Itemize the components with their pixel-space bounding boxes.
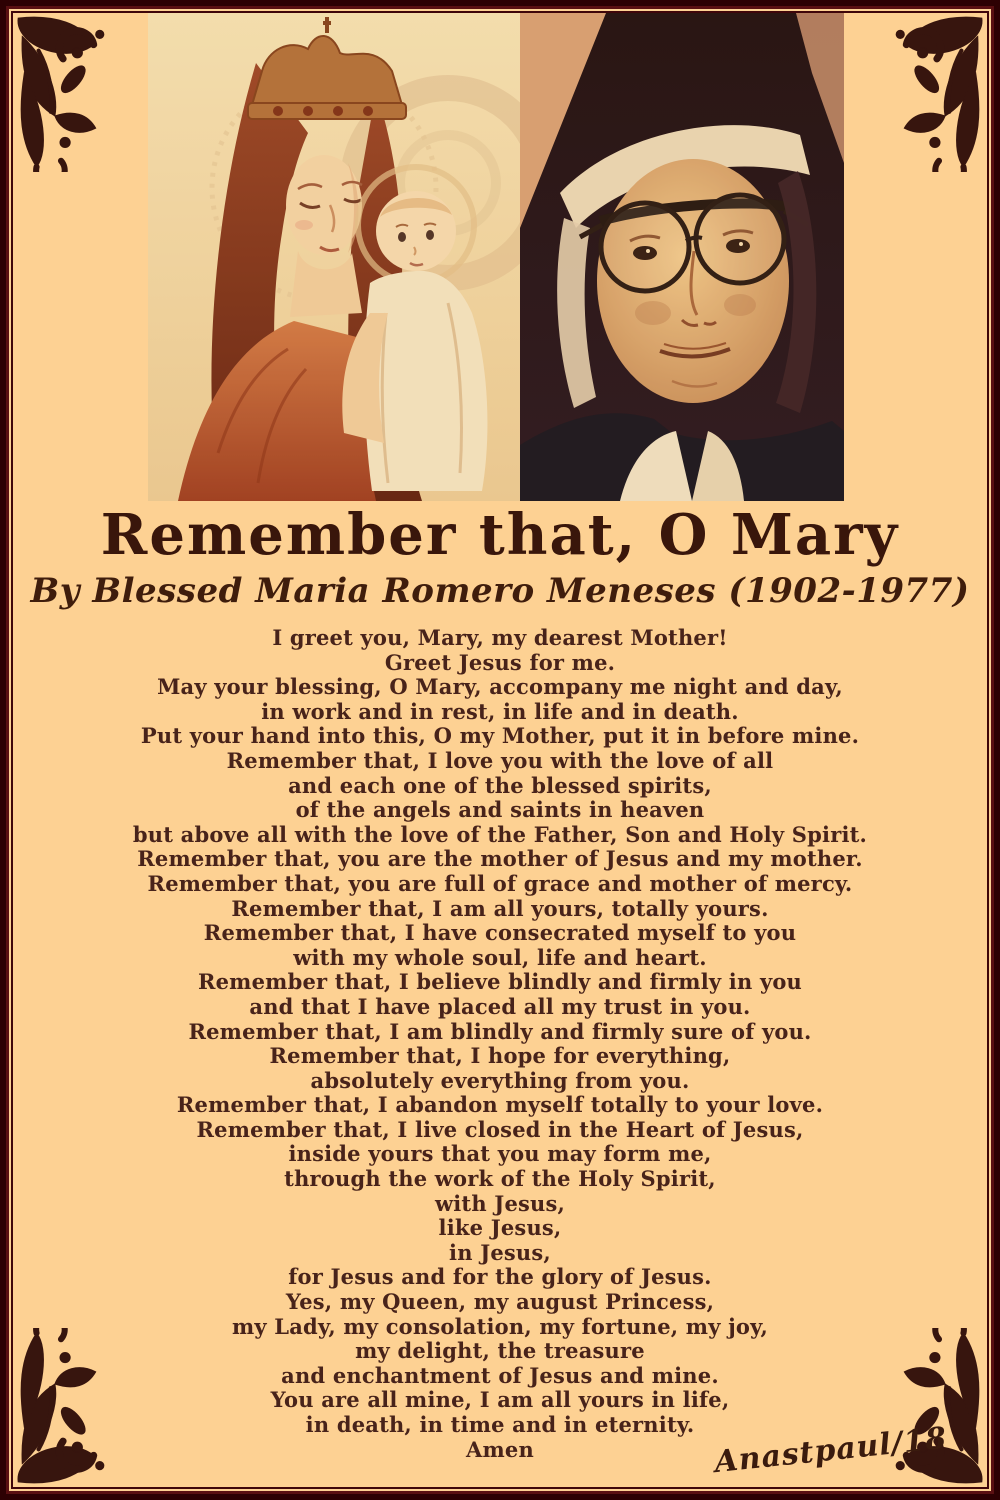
prayer-line: Remember that, I love you with the love of all: [226, 747, 774, 773]
prayer-line: Greet Jesus for me.: [384, 649, 616, 675]
prayer-line: through the work of the Holy Spirit,: [284, 1166, 716, 1192]
corner-flourish-bottom-right-icon: [894, 1328, 986, 1486]
prayer-line: Put your hand into this, O my Mother, put it in before mine.: [140, 723, 860, 749]
prayer-line: Remember that, you are the mother of Jesus and my mother.: [137, 846, 863, 872]
prayer-line: my delight, the treasure: [355, 1338, 645, 1364]
prayer-line: of the angels and saints in heaven: [295, 797, 705, 823]
prayer-text: [31, 626, 969, 1462]
prayer-line: with my whole soul, life and heart.: [293, 944, 707, 970]
corner-flourish-top-right-icon: [894, 14, 986, 172]
prayer-line: absolutely everything from you.: [310, 1067, 690, 1093]
prayer-line: Remember that, you are full of grace and mother of mercy.: [147, 870, 853, 896]
prayer-line: and that I have placed all my trust in you.: [249, 993, 751, 1019]
prayer-line: Remember that, I abandon myself totally to your love.: [176, 1092, 824, 1118]
prayer-line: Remember that, I have consecrated myself to you: [203, 920, 797, 946]
prayer-line: Remember that, I hope for everything,: [269, 1043, 731, 1069]
prayer-line: like Jesus,: [438, 1215, 562, 1241]
prayer-line: May your blessing, O Mary, accompany me night and day,: [157, 674, 843, 700]
corner-flourish-top-left-icon: [14, 14, 106, 172]
prayer-line: Remember that, I am blindly and firmly sure of you.: [188, 1018, 812, 1044]
prayer-line: my Lady, my consolation, my fortune, my joy,: [231, 1313, 769, 1339]
prayer-line: Remember that, I believe blindly and firmly in you: [197, 969, 803, 995]
mary-and-child-with-nun-image: [148, 13, 844, 501]
prayer-line: in Jesus,: [449, 1239, 551, 1265]
prayer-line: inside yours that you may form me,: [288, 1141, 712, 1167]
prayer-line: Remember that, I am all yours, totally yours.: [231, 895, 769, 921]
prayer-line: but above all with the love of the Father, Son and Holy Spirit.: [132, 821, 868, 847]
poster-title: Remember that, O Mary: [100, 502, 900, 568]
prayer-line: I greet you, Mary, my dearest Mother!: [272, 625, 728, 650]
prayer-line: You are all mine, I am all yours in life,: [270, 1387, 730, 1413]
prayer-line: Amen: [466, 1436, 534, 1462]
prayer-line: with Jesus,: [434, 1190, 566, 1216]
corner-flourish-bottom-left-icon: [14, 1328, 106, 1486]
poster-subtitle: By Blessed Maria Romero Meneses (1902-1977): [30, 571, 970, 611]
prayer-line: and each one of the blessed spirits,: [288, 772, 712, 798]
prayer-line: in death, in time and in eternity.: [305, 1412, 695, 1437]
prayer-line: for Jesus and for the glory of Jesus.: [288, 1264, 712, 1290]
prayer-line: and enchantment of Jesus and mine.: [281, 1362, 719, 1388]
artist-signature: Anastpaul/18: [713, 1420, 950, 1481]
prayer-line: in work and in rest, in life and in death.: [261, 698, 739, 724]
prayer-line: Remember that, I live closed in the Heart of Jesus,: [196, 1116, 804, 1142]
prayer-line: Yes, my Queen, my august Princess,: [285, 1289, 715, 1315]
